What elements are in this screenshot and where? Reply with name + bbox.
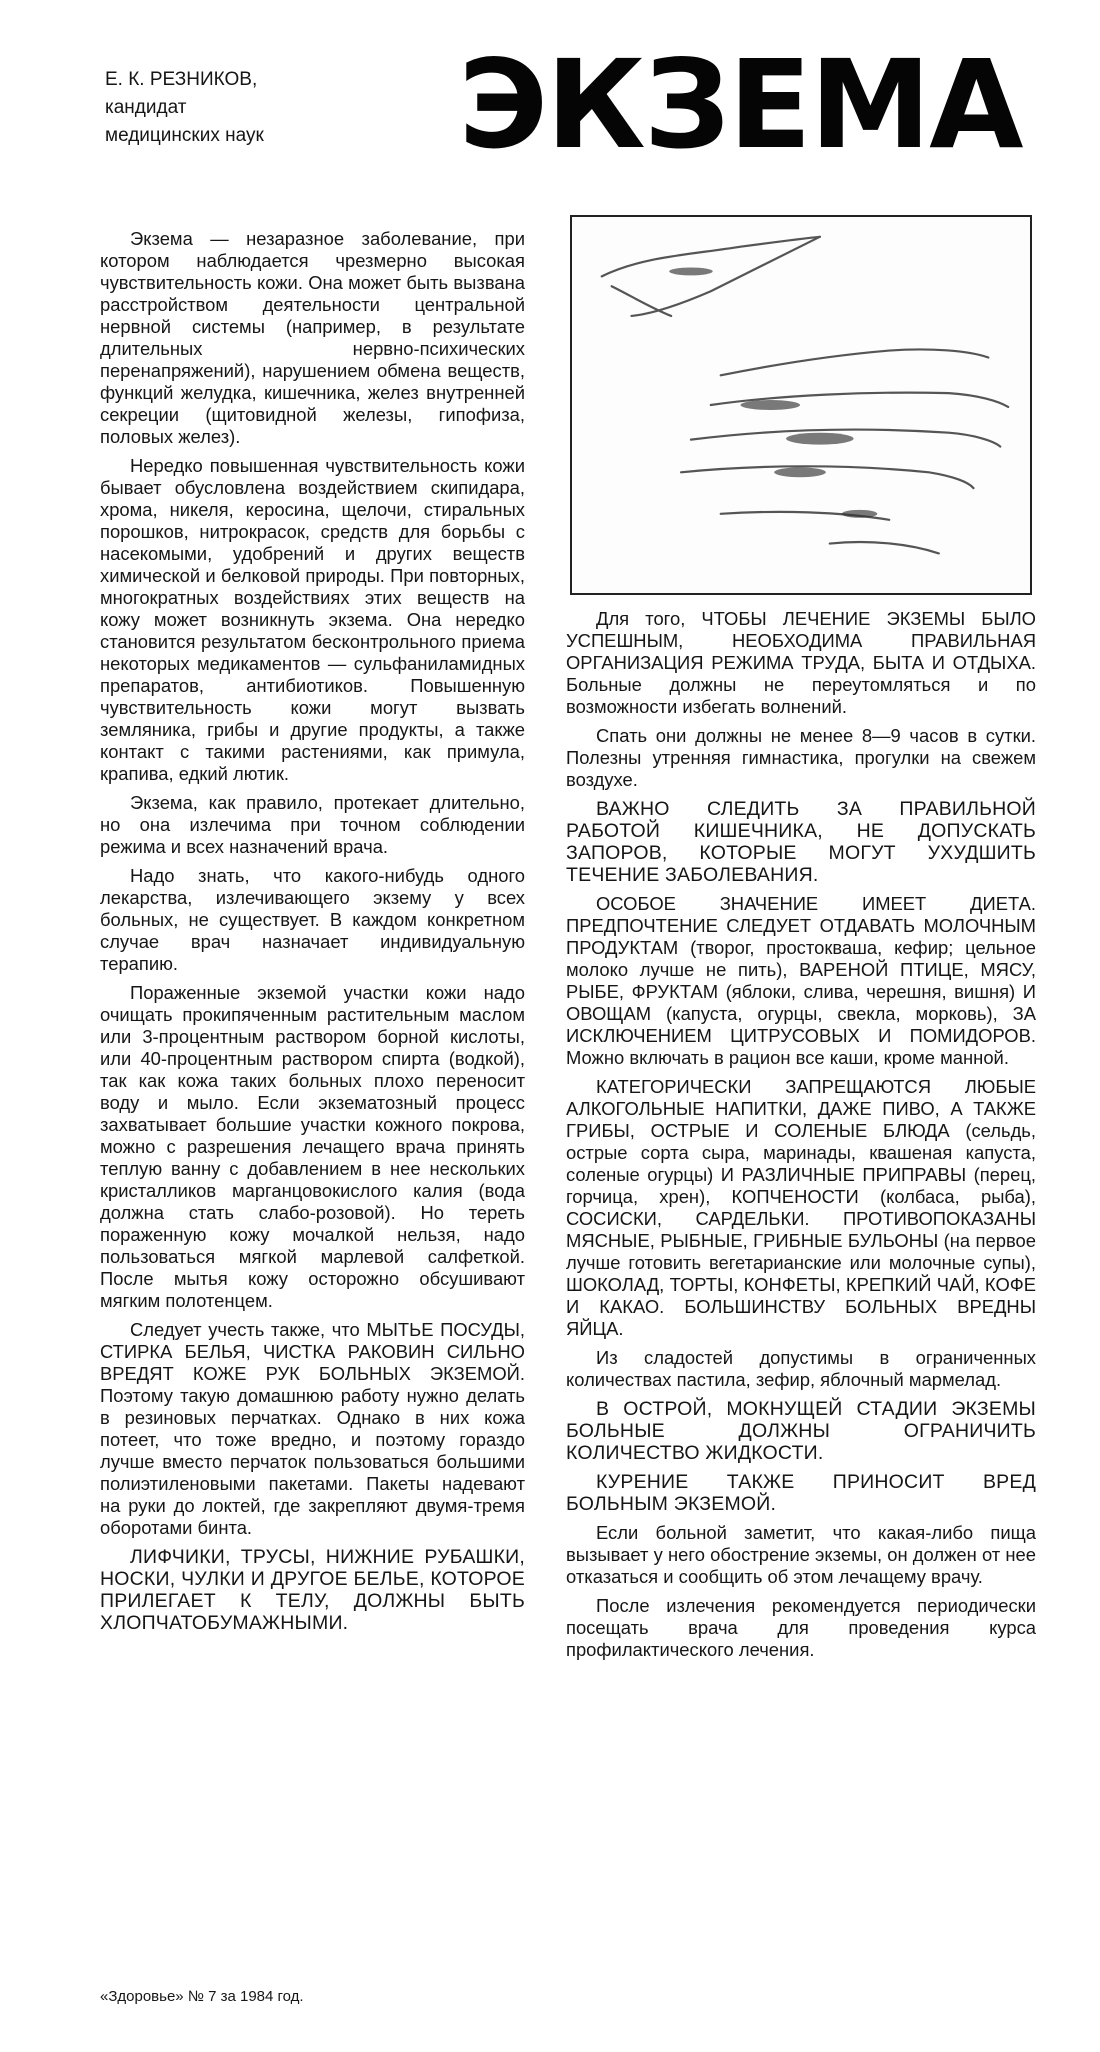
hands-illustration (570, 215, 1032, 595)
paragraph-right-9: Если больной заметит, что какая-либо пища вызывает у него обострение экземы, он должен от нее отказаться и сообщить об этом лечащему врачу. (566, 1522, 1036, 1587)
paragraph-right-5: КАТЕГОРИЧЕСКИ ЗАПРЕЩАЮТСЯ ЛЮБЫЕ АЛКОГОЛЬНЫЕ НАПИТКИ, ДАЖЕ ПИВО, А ТАКЖЕ ГРИБЫ, ОСТРЫЕ И СОЛЕНЫЕ БЛЮДА (сельдь, острые сорта сыра, маринады, квашеная капуста, соленые огурцы) И РАЗЛИЧНЫЕ ПРИПРАВЫ (перец, горчица, хрен), КОПЧЕНОСТИ (колбаса, рыба), СОСИСКИ, САРДЕЛЬКИ. ПРОТИВОПОКАЗАНЫ МЯСНЫЕ, РЫБНЫЕ, ГРИБНЫЕ БУЛЬОНЫ (на первое лучше готовить вегетарианские или молочные супы), ШОКОЛАД, ТОРТЫ, КОНФЕТЫ, КРЕПКИЙ ЧАЙ, КОФЕ И КАКАО. БОЛЬШИНСТВУ БОЛЬНЫХ ВРЕДНЫ ЯЙЦА. (566, 1076, 1036, 1339)
paragraph-left-3: Экзема, как правило, протекает длительно, но она излечима при точном соблюдении режима и всех назначений врача. (100, 792, 525, 857)
paragraph-left-2: Нередко повышенная чувствительность кожи бывает обусловлена воздействием скипидара, хрома, никеля, керосина, щелочи, стиральных порошков, нитрокрасок, средств для борьбы с насекомыми, удобрений и других веществ химической и белковой природы. При повторных, многократных воздействиях этих веществ на кожу может возникнуть экзема. Она нередко становится результатом бесконтрольного приема некоторых медикаментов — сульфаниламидных препаратов, антибиотиков. Повышенную чувствительность кожи могут вызвать земляника, грибы и другие продукты, а также контакт с такими растениями, как примула, крапива, едкий лютик. (100, 455, 525, 784)
source-citation: «Здоровье» № 7 за 1984 год. (100, 1988, 304, 2005)
paragraph-right-4: ОСОБОЕ ЗНАЧЕНИЕ ИМЕЕТ ДИЕТА. ПРЕДПОЧТЕНИЕ СЛЕДУЕТ ОТДАВАТЬ МОЛОЧНЫМ ПРОДУКТАМ (творог, простокваша, кефир; цельное молоко лучше не пить), ВАРЕНОЙ ПТИЦЕ, МЯСУ, РЫБЕ, ФРУКТАМ (яблоки, слива, черешня, вишня) И ОВОЩАМ (капуста, огурцы, свекла, морковь), ЗА ИСКЛЮЧЕНИЕМ ЦИТРУСОВЫХ И ПОМИДОРОВ. Можно включать в рацион все каши, кроме манной. (566, 893, 1036, 1068)
paragraph-right-8: КУРЕНИЕ ТАКЖЕ ПРИНОСИТ ВРЕД БОЛЬНЫМ ЭКЗЕМОЙ. (566, 1471, 1036, 1515)
paragraph-left-6: Следует учесть также, что МЫТЬЕ ПОСУДЫ, СТИРКА БЕЛЬЯ, ЧИСТКА РАКОВИН СИЛЬНО ВРЕДЯТ КОЖЕ РУК БОЛЬНЫХ ЭКЗЕМОЙ. Поэтому такую домашнюю работу нужно делать в резиновых перчатках. Однако в них кожа потеет, что тоже вредно, и поэтому гораздо лучше вместо перчаток пользоваться большими полиэтиленовыми пакетами. Пакеты надевают на руки до локтей, где закрепляют двумя-тремя оборотами бинта. (100, 1319, 525, 1538)
paragraph-left-7: ЛИФЧИКИ, ТРУСЫ, НИЖНИЕ РУБАШКИ, НОСКИ, ЧУЛКИ И ДРУГОЕ БЕЛЬЕ, КОТОРОЕ ПРИЛЕГАЕТ К ТЕЛУ, ДОЛЖНЫ БЫТЬ ХЛОПЧАТОБУМАЖНЫМИ. (100, 1546, 525, 1634)
paragraph-right-7: В ОСТРОЙ, МОКНУЩЕЙ СТАДИИ ЭКЗЕМЫ БОЛЬНЫЕ ДОЛЖНЫ ОГРАНИЧИТЬ КОЛИЧЕСТВО ЖИДКОСТИ. (566, 1398, 1036, 1464)
author-name: Е. К. РЕЗНИКОВ, (105, 69, 258, 90)
paragraph-right-1: Для того, ЧТОБЫ ЛЕЧЕНИЕ ЭКЗЕМЫ БЫЛО УСПЕШНЫМ, НЕОБХОДИМА ПРАВИЛЬНАЯ ОРГАНИЗАЦИЯ РЕЖИМА ТРУДА, БЫТА И ОТДЫХА. Больные должны не переутомляться и по возможности избегать волнений. (566, 608, 1036, 717)
article-title: ЭКЗЕМА (458, 34, 1022, 176)
author-block (105, 66, 355, 150)
author-degree-line-2: медицинских наук (105, 125, 264, 146)
hands-drawing-icon (572, 217, 1030, 593)
paragraph-right-2: Спать они должны не менее 8—9 часов в сутки. Полезны утренняя гимнастика, прогулки на свежем воздухе. (566, 725, 1036, 790)
author-degree-line-1: кандидат (105, 97, 187, 118)
paragraph-right-3: ВАЖНО СЛЕДИТЬ ЗА ПРАВИЛЬНОЙ РАБОТОЙ КИШЕЧНИКА, НЕ ДОПУСКАТЬ ЗАПОРОВ, КОТОРЫЕ МОГУТ УХУДШИТЬ ТЕЧЕНИЕ ЗАБОЛЕВАНИЯ. (566, 798, 1036, 886)
paragraph-left-1: Экзема — незаразное заболевание, при котором наблюдается чрезмерно высокая чувствительность кожи. Она может быть вызвана расстройством деятельности центральной нервной системы (например, в результате длительных нервно-психических перенапряжений), нарушением обмена веществ, функций желудка, кишечника, желез внутренней секреции (щитовидной железы, гипофиза, половых желез). (100, 228, 525, 447)
paragraph-left-5: Пораженные экземой участки кожи надо очищать прокипяченным растительным маслом или 3-процентным раствором борной кислоты, или 40-процентным раствором спирта (водкой), так как кожа таких больных плохо переносит воду и мыло. Если экзематозный процесс захватывает большие участки кожного покрова, можно с разрешения лечащего врача принять теплую ванну с добавлением в нее нескольких кристалликов марганцовокислого калия (вода должна стать слабо-розовой). Но тереть пораженную кожу мочалкой нельзя, надо пользоваться мягкой марлевой салфеткой. После мытья кожу осторожно обсушивают мягким полотенцем. (100, 982, 525, 1311)
left-column (100, 228, 525, 1641)
paragraph-right-6: Из сладостей допустимы в ограниченных количествах пастила, зефир, яблочный мармелад. (566, 1347, 1036, 1390)
paragraph-right-10: После излечения рекомендуется периодически посещать врача для проведения курса профилактического лечения. (566, 1595, 1036, 1660)
paragraph-left-4: Надо знать, что какого-нибудь одного лекарства, излечивающего экзему у всех больных, не существует. В каждом конкретном случае врач назначает индивидуальную терапию. (100, 865, 525, 974)
right-column (566, 608, 1036, 1668)
